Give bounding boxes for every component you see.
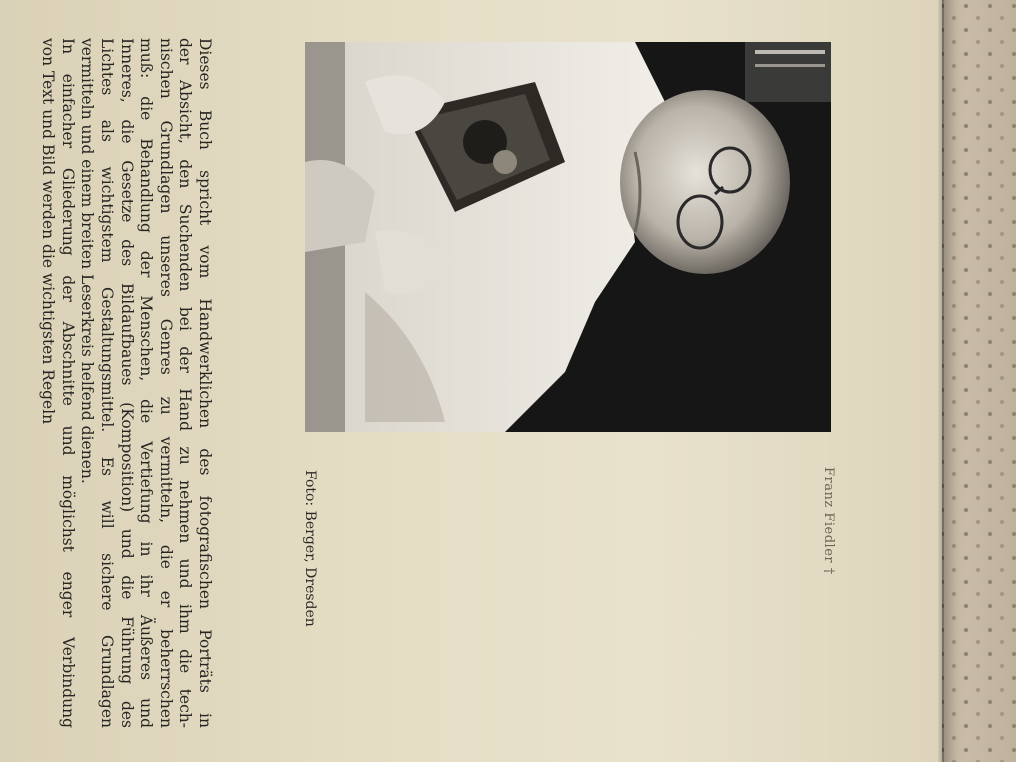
body-text-line: Inneres, die Gesetze des Bildaufbaues (Komposition) und die Führung des — [117, 38, 136, 728]
photo-credit: Foto: Berger, Dresden — [302, 470, 318, 627]
body-text-line: von Text und Bild werden die wichtigsten Regeln — [39, 38, 58, 425]
body-paragraph — [38, 38, 214, 758]
photo-subject-caption: Franz Fiedler † — [821, 467, 836, 575]
portrait-photograph — [305, 42, 831, 432]
page-edge-shadow — [938, 0, 944, 762]
body-text-line: vermitteln und einem breiten Leserkreis helfend dienen. — [78, 38, 97, 484]
body-text-line: nischen Grundlagen unseres Genres zu vermitteln, die er beherrschen — [156, 38, 175, 728]
body-text-line: Dieses Buch spricht vom Handwerklichen des fotografischen Porträts in — [196, 38, 214, 728]
body-text-line: Lichtes als wichtigstem Gestaltungsmittel. Es will sichere Grundlagen — [98, 38, 117, 728]
body-text-line: muß: die Behandlung der Menschen, die Vertiefung in ihr Äußeres und — [137, 38, 156, 728]
portrait-image — [305, 42, 831, 432]
body-text-line: der Absicht, den Suchenden bei der Hand zu nehmen und ihm die tech- — [176, 38, 195, 728]
body-text-line: In einfacher Gliederung der Abschnitte und möglichst enger Verbindung — [58, 38, 77, 728]
